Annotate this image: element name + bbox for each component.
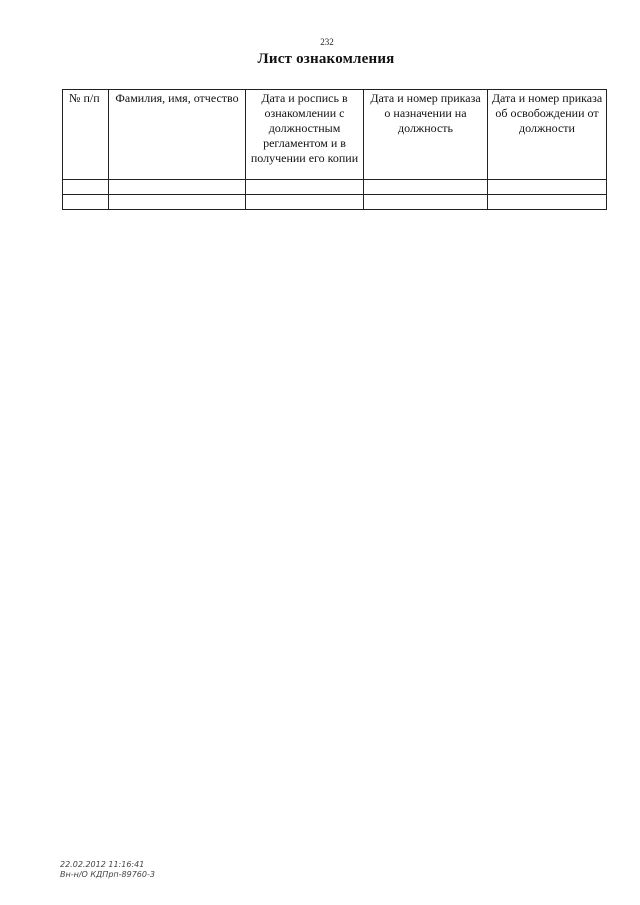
table-cell bbox=[364, 180, 488, 195]
stamp-timestamp: 22.02.2012 11:16:41 bbox=[60, 860, 145, 869]
table-cell bbox=[63, 180, 109, 195]
column-header-dismissal-order: Дата и номер приказа об освобождении от должности bbox=[488, 90, 607, 180]
page-number: 232 bbox=[320, 37, 334, 47]
table-header-row bbox=[63, 90, 607, 180]
column-header-full-name: Фамилия, имя, отчество bbox=[109, 90, 246, 180]
table-cell bbox=[488, 180, 607, 195]
table-cell bbox=[364, 195, 488, 210]
table-row bbox=[63, 195, 607, 210]
column-header-number: № п/п bbox=[63, 90, 109, 180]
table-row bbox=[63, 180, 607, 195]
column-header-signature-date: Дата и роспись в ознакомлении с должностным регламентом и в получении его копии bbox=[246, 90, 364, 180]
table-cell bbox=[246, 180, 364, 195]
table-cell bbox=[488, 195, 607, 210]
acknowledgment-table bbox=[62, 89, 607, 210]
document-stamp bbox=[60, 860, 155, 880]
table-cell bbox=[109, 195, 246, 210]
table-cell bbox=[109, 180, 246, 195]
column-header-appointment-order: Дата и номер приказа о назначении на должность bbox=[364, 90, 488, 180]
table-cell bbox=[246, 195, 364, 210]
page-title: Лист ознакомления bbox=[257, 51, 395, 67]
stamp-document-code: Вн-н/О КДПрп-89760-3 bbox=[60, 870, 155, 879]
table-cell bbox=[63, 195, 109, 210]
